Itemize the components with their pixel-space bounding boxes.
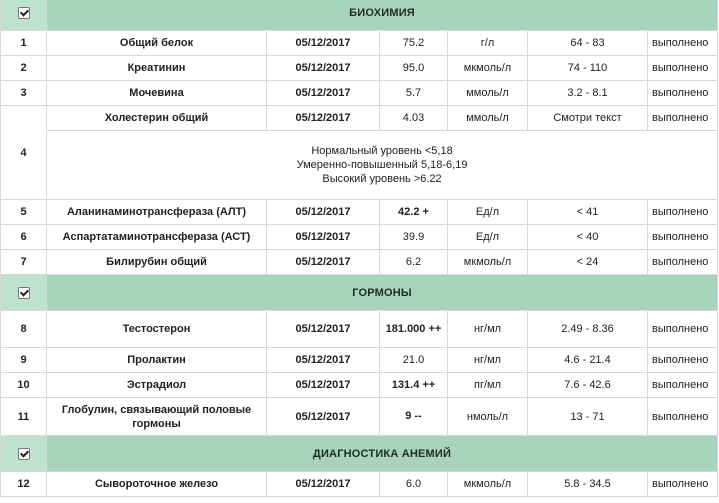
section-header bbox=[1, 275, 718, 311]
test-value: 42.2 + bbox=[380, 200, 448, 225]
reference-range: 2.49 - 8.36 bbox=[528, 311, 648, 348]
test-name: Билирубин общий bbox=[47, 250, 267, 275]
table-row bbox=[1, 56, 718, 81]
status-badge: выполнено bbox=[648, 106, 718, 131]
test-value: 4.03 bbox=[380, 106, 448, 131]
test-unit: Ед/л bbox=[448, 200, 528, 225]
row-index: 10 bbox=[1, 373, 47, 398]
test-date: 05/12/2017 bbox=[267, 311, 380, 348]
section-header bbox=[1, 436, 718, 472]
checkmark-icon bbox=[18, 448, 30, 460]
row-index: 11 bbox=[1, 398, 47, 436]
test-unit: мкмоль/л bbox=[448, 250, 528, 275]
test-unit: ммоль/л bbox=[448, 106, 528, 131]
status-badge: выполнено bbox=[648, 373, 718, 398]
table-row bbox=[1, 31, 718, 56]
status-badge: выполнено bbox=[648, 250, 718, 275]
table-row bbox=[1, 200, 718, 225]
reference-range: Смотри текст bbox=[528, 106, 648, 131]
test-name: Аланинаминотрансфераза (АЛТ) bbox=[47, 200, 267, 225]
test-value: 21.0 bbox=[380, 348, 448, 373]
test-value: 131.4 ++ bbox=[380, 373, 448, 398]
row-index: 1 bbox=[1, 31, 47, 56]
test-unit: ммоль/л bbox=[448, 81, 528, 106]
section-checkbox[interactable] bbox=[1, 436, 47, 472]
test-date: 05/12/2017 bbox=[267, 56, 380, 81]
test-value: 75.2 bbox=[380, 31, 448, 56]
section-title: ГОРМОНЫ bbox=[47, 275, 718, 311]
test-unit: г/л bbox=[448, 31, 528, 56]
test-unit: мкмоль/л bbox=[448, 472, 528, 497]
reference-range: 3.2 - 8.1 bbox=[528, 81, 648, 106]
test-date: 05/12/2017 bbox=[267, 250, 380, 275]
status-badge: выполнено bbox=[648, 81, 718, 106]
row-index: 7 bbox=[1, 250, 47, 275]
test-unit: нг/мл bbox=[448, 311, 528, 348]
table-row bbox=[1, 81, 718, 106]
row-index: 6 bbox=[1, 225, 47, 250]
table-row bbox=[1, 472, 718, 497]
status-badge: выполнено bbox=[648, 398, 718, 436]
checkmark-icon bbox=[18, 287, 30, 299]
test-name: Сывороточное железо bbox=[47, 472, 267, 497]
row-index: 5 bbox=[1, 200, 47, 225]
test-date: 05/12/2017 bbox=[267, 81, 380, 106]
section-header bbox=[1, 0, 718, 31]
test-date: 05/12/2017 bbox=[267, 225, 380, 250]
test-value: 39.9 bbox=[380, 225, 448, 250]
reference-range: 74 - 110 bbox=[528, 56, 648, 81]
test-name: Аспартатаминотрансфераза (АСТ) bbox=[47, 225, 267, 250]
test-value: 5.7 bbox=[380, 81, 448, 106]
row-index: 9 bbox=[1, 348, 47, 373]
reference-range: 7.6 - 42.6 bbox=[528, 373, 648, 398]
reference-range: < 40 bbox=[528, 225, 648, 250]
section-title: ДИАГНОСТИКА АНЕМИЙ bbox=[47, 436, 718, 472]
reference-range: 64 - 83 bbox=[528, 31, 648, 56]
test-date: 05/12/2017 bbox=[267, 348, 380, 373]
table-row bbox=[1, 311, 718, 348]
row-index: 12 bbox=[1, 472, 47, 497]
reference-range: < 24 bbox=[528, 250, 648, 275]
row-index: 3 bbox=[1, 81, 47, 106]
table-row bbox=[1, 373, 718, 398]
test-value: 9 -- bbox=[380, 398, 448, 436]
test-name: Общий белок bbox=[47, 31, 267, 56]
status-badge: выполнено bbox=[648, 200, 718, 225]
row-index: 4 bbox=[1, 106, 47, 200]
test-name: Пролактин bbox=[47, 348, 267, 373]
note-row bbox=[1, 131, 718, 200]
checkmark-icon bbox=[18, 7, 30, 19]
reference-note bbox=[47, 131, 718, 200]
reference-range: 5.8 - 34.5 bbox=[528, 472, 648, 497]
test-name: Холестерин общий bbox=[47, 106, 267, 131]
test-date: 05/12/2017 bbox=[267, 106, 380, 131]
test-value: 6.0 bbox=[380, 472, 448, 497]
test-date: 05/12/2017 bbox=[267, 472, 380, 497]
table-row bbox=[1, 106, 718, 131]
table-row bbox=[1, 398, 718, 436]
test-date: 05/12/2017 bbox=[267, 31, 380, 56]
section-title: БИОХИМИЯ bbox=[47, 0, 718, 31]
test-name: Тестостерон bbox=[47, 311, 267, 348]
row-index: 8 bbox=[1, 311, 47, 348]
table-row bbox=[1, 225, 718, 250]
test-date: 05/12/2017 bbox=[267, 398, 380, 436]
test-date: 05/12/2017 bbox=[267, 200, 380, 225]
test-unit: пг/мл bbox=[448, 373, 528, 398]
test-name: Мочевина bbox=[47, 81, 267, 106]
status-badge: выполнено bbox=[648, 31, 718, 56]
reference-range: < 41 bbox=[528, 200, 648, 225]
status-badge: выполнено bbox=[648, 472, 718, 497]
test-date: 05/12/2017 bbox=[267, 373, 380, 398]
test-unit: мкмоль/л bbox=[448, 56, 528, 81]
section-checkbox[interactable] bbox=[1, 275, 47, 311]
note-line: Нормальный уровень <5,18 bbox=[311, 145, 453, 157]
status-badge: выполнено bbox=[648, 311, 718, 348]
reference-range: 13 - 71 bbox=[528, 398, 648, 436]
test-name: Глобулин, связывающий половые гормоны bbox=[47, 398, 267, 436]
row-index: 2 bbox=[1, 56, 47, 81]
reference-range: 4.6 - 21.4 bbox=[528, 348, 648, 373]
test-name: Креатинин bbox=[47, 56, 267, 81]
test-unit: нмоль/л bbox=[448, 398, 528, 436]
status-badge: выполнено bbox=[648, 56, 718, 81]
test-value: 181.000 ++ bbox=[380, 311, 448, 348]
status-badge: выполнено bbox=[648, 225, 718, 250]
note-line: Умеренно-повышенный 5,18-6,19 bbox=[296, 159, 468, 171]
test-value: 95.0 bbox=[380, 56, 448, 81]
section-checkbox[interactable] bbox=[1, 0, 47, 31]
note-line: Высокий уровень >6.22 bbox=[322, 173, 442, 185]
status-badge: выполнено bbox=[648, 348, 718, 373]
table-row bbox=[1, 250, 718, 275]
test-unit: Ед/л bbox=[448, 225, 528, 250]
test-name: Эстрадиол bbox=[47, 373, 267, 398]
table-row bbox=[1, 348, 718, 373]
test-unit: нг/мл bbox=[448, 348, 528, 373]
test-value: 6.2 bbox=[380, 250, 448, 275]
